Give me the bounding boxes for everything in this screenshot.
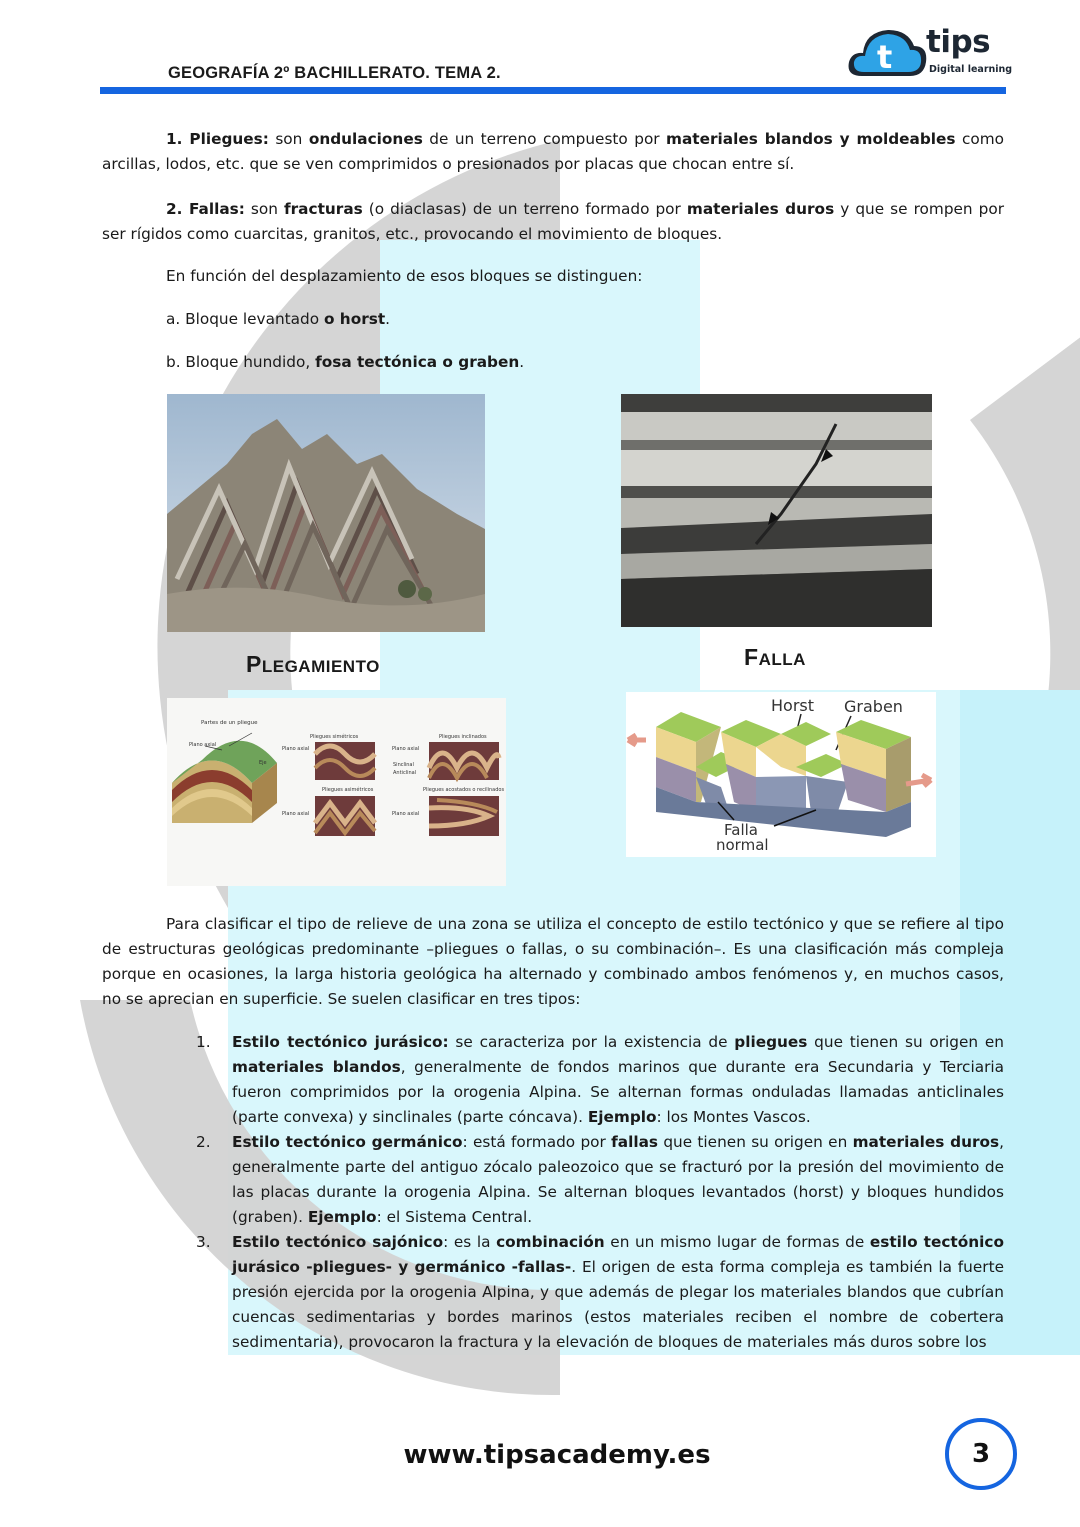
fold-types-diagram [167, 698, 506, 886]
header-rule [100, 87, 1006, 94]
paragraph-fallas: 2. Fallas: son fracturas (o diaclasas) de un terreno formado por materiales duros y que se rompen por ser rígidos como cuarcitas, granitos, etc., provocando el movimiento de bloques. [102, 200, 1005, 243]
svg-text:Plano axial: Plano axial [392, 746, 420, 752]
document-header-title: GEOGRAFÍA 2º BACHILLERATO. TEMA 2. [168, 64, 501, 82]
caption-plegamiento: PLEGAMIENTO [246, 651, 380, 677]
footer-website-link[interactable]: www.tipsacademy.es [403, 1440, 711, 1470]
item-horst: a. Bloque levantado o horst. [166, 310, 391, 328]
horst-graben-diagram [626, 692, 936, 857]
label-falla: Falla [724, 821, 758, 839]
svg-text:Pliegues inclinados: Pliegues inclinados [439, 734, 487, 740]
svg-text:Plano axial: Plano axial [282, 811, 310, 817]
svg-text:Sinclinal: Sinclinal [393, 762, 414, 768]
list-item-germanico: 2. Estilo tectónico germánico: está formado por fallas que tienen su origen en materiales duros, generalmente parte del antiguo zócalo paleozoico que se fracturó por la presión del movimiento de las placas durante la orogenia Alpina. Se alternan bloques levantados (horst) y bloques hundidos (graben). Ejemplo: el Sistema Central. [196, 1133, 1005, 1226]
logo-name: tips [926, 24, 991, 60]
label-horst: Horst [771, 696, 815, 715]
list-item-jurasico: 1. Estilo tectónico jurásico: se caracteriza por la existencia de pliegues que tienen su origen en materiales blandos, generalmente de fondos marinos que durante era Secundaria y Terciaria fueron comprimidos por la orogenia Alpina. Se alternan formas onduladas llamadas anticlinales (parte convexa) y sinclinales (parte cóncava). Ejemplo: los Montes Vascos. [196, 1033, 1004, 1126]
list-item-sajonico: 3. Estilo tectónico sajónico: es la combinación en un mismo lugar de formas de estilo tectónico jurásico -pliegues- y germánico -fallas-. El origen de esta forma compleja es también la fuerte presión ejercida por la orogenia Alpina, y que además de plegar los materiales blandos que cubrían cuencas sedimentarias y bordes marinos (estos materiales reciben el nombre de cobertera sedimentaria), provocaron la fractura y la elevación de bloques de materiales más duros sobre los [196, 1233, 1004, 1351]
svg-text:Eje: Eje [259, 760, 267, 766]
label-graben: Graben [844, 697, 903, 716]
paragraph-estilo-tectonico: Para clasificar el tipo de relieve de una zona se utiliza el concepto de estilo tectónico y que se refiere al tipo de estructuras geológicas predominante –pliegues o fallas, o su combinación–. Es una clasificación más compleja porque en ocasiones, la larga historia geológica ha alternado y combinado ambos fenómenos y, en muchos casos, no se aprecian en superficie. Se suelen clasificar en tres tipos: [102, 915, 1004, 1008]
label-partes-pliegue: Partes de un pliegue [201, 720, 258, 726]
logo-letter: t [877, 38, 893, 76]
term-fallas: 2. Fallas: [166, 200, 245, 218]
estilo-list [196, 1030, 1004, 1355]
item-graben: b. Bloque hundido, fosa tectónica o graben. [166, 353, 525, 371]
folding-photo [167, 394, 485, 632]
svg-text:Anticlinal: Anticlinal [393, 770, 417, 776]
fault-photo [621, 394, 932, 627]
label-normal: normal [716, 836, 769, 854]
caption-falla: FALLA [744, 644, 806, 670]
svg-text:Plano axial: Plano axial [282, 746, 310, 752]
svg-text:Plano axial: Plano axial [392, 811, 420, 817]
svg-text:Plano axial: Plano axial [189, 742, 217, 748]
svg-text:Pliegues acostados o recilinad: Pliegues acostados o recilinados [423, 787, 505, 793]
logo-tagline: Digital learning [929, 64, 1013, 75]
paragraph-desplazamiento: En función del desplazamiento de esos bloques se distinguen: [166, 267, 643, 285]
term-pliegues: 1. Pliegues: [166, 130, 269, 148]
paragraph-pliegues: 1. Pliegues: son ondulaciones de un terreno compuesto por materiales blandos y moldeables como arcillas, lodos, etc. que se ven comprimidos o presionados por placas que chocan entre sí. [102, 130, 1005, 173]
svg-text:Pliegues simétricos: Pliegues simétricos [310, 734, 359, 740]
page-number: 3 [945, 1418, 1017, 1490]
svg-text:Pliegues asimétricos: Pliegues asimétricos [322, 787, 374, 793]
